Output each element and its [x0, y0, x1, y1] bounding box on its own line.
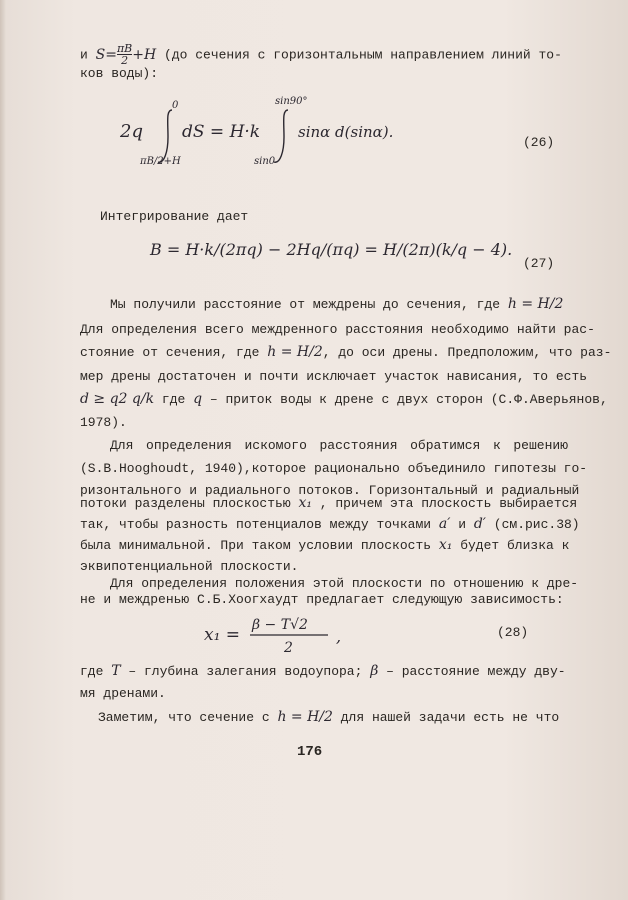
text-line-11: (S.B.Hooghoudt, 1940),которое рационально объединило гипотезы го-	[80, 461, 588, 476]
eq28-trail: ,	[336, 627, 342, 646]
inline-formula-q: q	[193, 391, 203, 407]
inline-formula-x1: x₁	[298, 495, 312, 511]
eq28-denominator: 2	[284, 640, 293, 656]
text-segment: и	[458, 517, 467, 532]
text-segment: – приток воды к дрене с двух сторон (С.Ф.Аверьянов,	[209, 392, 608, 407]
text-segment: так, чтобы разность потенциалов между точками	[80, 517, 432, 532]
text-line-2: ков воды):	[80, 66, 159, 81]
text-line-19	[80, 664, 568, 679]
text-segment: где	[161, 392, 186, 407]
eq28-lhs: x₁ =	[204, 625, 241, 645]
equation-28	[200, 612, 400, 662]
text-line-16: эквипотенциальной плоскости.	[80, 559, 299, 574]
text-line-8	[80, 391, 608, 407]
eq26-int1-upper: 0	[172, 100, 179, 111]
text-line-5: Для определения всего междренного расстояния необходимо найти рас-	[80, 322, 595, 337]
equation-26	[110, 92, 410, 172]
text-segment: стояние от сечения, где	[80, 345, 260, 360]
page-number: 176	[297, 744, 323, 760]
eq26-integral-sign-1	[158, 110, 172, 162]
eq26-int2-upper: sin90°	[275, 96, 308, 107]
text-line-17: Для определения положения этой плоскости по отношению к дре-	[110, 576, 579, 591]
text-segment: потоки разделены плоскостью	[80, 496, 291, 511]
text-segment: , до оси дрены. Предположим, что раз-	[322, 345, 612, 360]
text-line-9: 1978).	[80, 415, 127, 430]
text-segment: (см.рис.38)	[493, 517, 580, 532]
text-segment: где	[80, 664, 104, 679]
eq26-integrand-1: dS = H·k	[182, 122, 261, 142]
inline-formula-d-prime: d′	[473, 516, 486, 532]
equation-27: B = H·k/(2πq) − 2Hq/(πq) = H/(2π)(k/q − 4).	[150, 240, 513, 259]
text-line-3: Интегрирование дает	[100, 209, 249, 224]
text-line-21	[98, 710, 568, 725]
inline-formula-h2: h = H/2	[267, 344, 323, 360]
text-line-14	[80, 516, 580, 532]
text-line-6	[80, 344, 612, 360]
text-line-13	[80, 495, 578, 511]
inline-formula-h: h = H/2	[507, 296, 564, 312]
inline-formula-t: T	[111, 663, 121, 679]
text-segment: Заметим, что сечение с	[98, 710, 270, 725]
eq28-numerator: β − T√2	[252, 617, 308, 633]
text-segment: , причем эта плоскость выбирается	[319, 496, 578, 511]
text-segment: будет близка к	[460, 538, 570, 553]
eq26-int1-lower: πB/2+H	[140, 156, 181, 167]
text-line-15	[80, 538, 568, 553]
text-segment: (до сечения с горизонтальным направлением линий то-	[156, 47, 562, 63]
equation-28-number: (28)	[497, 625, 529, 640]
eq26-integral-sign-2	[274, 110, 288, 162]
text-line-20: мя дренами.	[80, 686, 166, 701]
inline-formula-x1-b: x₁	[438, 537, 453, 553]
inline-formula-d: d ≥ q2 q/k	[80, 391, 155, 407]
text-segment: Мы получили расстояние от междрены до сечения, где	[110, 297, 501, 312]
eq26-int2-lower: sin0	[254, 156, 276, 167]
eq26-lhs: 2q	[120, 121, 143, 142]
text-segment: была минимальной. При таком условии плоскость	[80, 538, 432, 553]
inline-formula-a-prime: a′	[438, 516, 451, 532]
text-line-7: мер дрены достаточен и почти исключает участок нависания, то есть	[80, 369, 588, 384]
equation-27-number: (27)	[523, 256, 555, 271]
text-line-4	[110, 297, 568, 312]
text-line-1	[80, 43, 568, 66]
text-line-18: не и междренью С.Б.Хоогхаудт предлагает следующую зависимость:	[80, 592, 564, 607]
text-segment: – расстояние между дву-	[386, 664, 566, 679]
inline-formula-h3: h = H/2	[277, 709, 333, 725]
inline-formula-s: S= $\frac{\pi B}{2}$ +H	[95, 42, 157, 67]
text-segment: – глубина залегания водоупора;	[128, 664, 363, 679]
text-segment: и	[80, 47, 96, 63]
text-line-10: Для определения искомого расстояния обратимся к решению	[110, 438, 568, 453]
inline-formula-beta: β	[370, 663, 379, 679]
text-segment: для нашей задачи есть не что	[340, 710, 560, 725]
equation-26-number: (26)	[523, 135, 555, 150]
eq26-integrand-2: sinα d(sinα).	[298, 123, 394, 141]
text-line-12: ризонтального и радиального потоков. Горизонтальный и радиальный	[80, 483, 580, 498]
